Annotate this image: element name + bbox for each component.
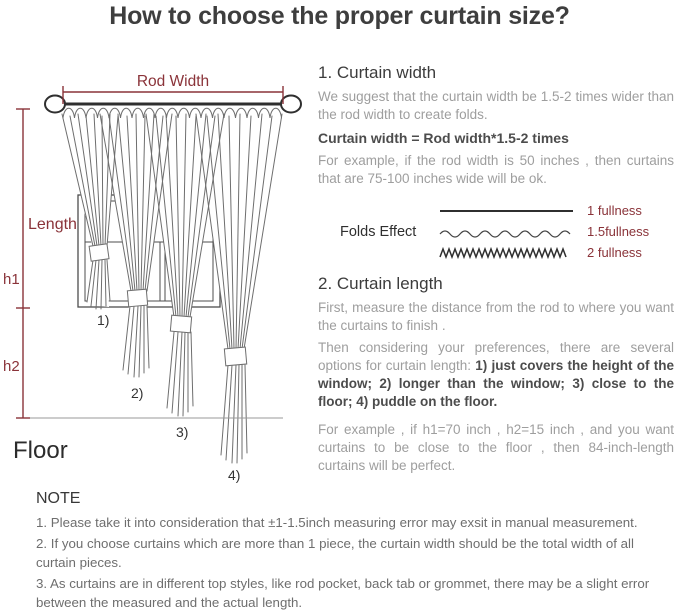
folds-effect-label: Folds Effect	[340, 223, 417, 240]
page-title: How to choose the proper curtain size?	[109, 2, 570, 30]
curtain-option-3-label: 3)	[176, 424, 189, 440]
section2-paragraph-3: For example , if h1=70 inch , h2=15 inch , and you want curtains to be close to the floor , then 84-inch-length curtains will be perfect.	[318, 422, 674, 473]
fullness-value-2: 1.5fullness	[587, 224, 650, 239]
fullness-line-straight-icon	[437, 204, 577, 218]
note-block	[36, 489, 677, 610]
folds-effect-block	[340, 200, 674, 263]
fullness-line-wave-icon	[437, 225, 577, 239]
rod-finial-left	[45, 96, 65, 113]
length-options-list: 1) just covers the height of the window; 2) longer than the window; 3) close to the floor; 4) puddle on the floor.	[318, 358, 674, 409]
curtain-option-2-label: 2)	[131, 385, 144, 401]
h2-label: h2	[3, 358, 20, 375]
floor-label: Floor	[13, 437, 68, 464]
fullness-line-zigzag-icon	[437, 246, 577, 260]
rod-finial-right	[281, 96, 301, 113]
curtain-width-formula: Curtain width = Rod width*1.5-2 times	[318, 130, 569, 146]
section1-paragraph-2: For example, if the rod width is 50 inches , then curtains that are 75-100 inches wide will be ok.	[318, 153, 674, 186]
section2-heading: 2. Curtain length	[318, 274, 443, 293]
h1-label: h1	[3, 271, 20, 288]
length-options-intro: Then considering your preferences, there are several options for curtain length:	[318, 340, 674, 373]
section2-paragraph-1: First, measure the distance from the rod to where you want the curtains to finish .	[318, 300, 674, 333]
section1-paragraph-1: We suggest that the curtain width be 1.5-2 times wider than the rod width to create folds.	[318, 89, 674, 122]
fullness-value-3: 2 fullness	[587, 245, 642, 260]
fullness-value-1: 1 fullness	[587, 203, 642, 218]
folds-effect-rows	[437, 200, 674, 263]
content-column	[318, 62, 674, 475]
note-item-1: 1. Please take it into consideration that ±1-1.5inch measuring error may exsit in manual measurement.	[36, 515, 638, 530]
curtain-option-4-label: 4)	[228, 467, 241, 483]
rod-width-label: Rod Width	[136, 73, 210, 90]
note-item-2: 2. If you choose curtains which are more than 1 piece, the curtain width should be the total width of all curtain pieces.	[36, 535, 634, 570]
folds-row-2-fullness	[437, 242, 674, 263]
length-label: Length	[28, 216, 77, 233]
note-heading: NOTE	[36, 490, 81, 507]
curtain-option-1-label: 1)	[97, 312, 110, 328]
section1-heading: 1. Curtain width	[318, 63, 437, 82]
note-item-3: 3. As curtains are in different top styles, like rod pocket, back tab or grommet, there may be a slight error between the measured and the actual length.	[36, 575, 650, 610]
folds-row-1-fullness	[437, 200, 674, 221]
curtain-measurement-diagram	[0, 60, 320, 490]
section2-paragraph-2	[318, 339, 674, 411]
folds-row-1-5-fullness	[437, 221, 674, 242]
